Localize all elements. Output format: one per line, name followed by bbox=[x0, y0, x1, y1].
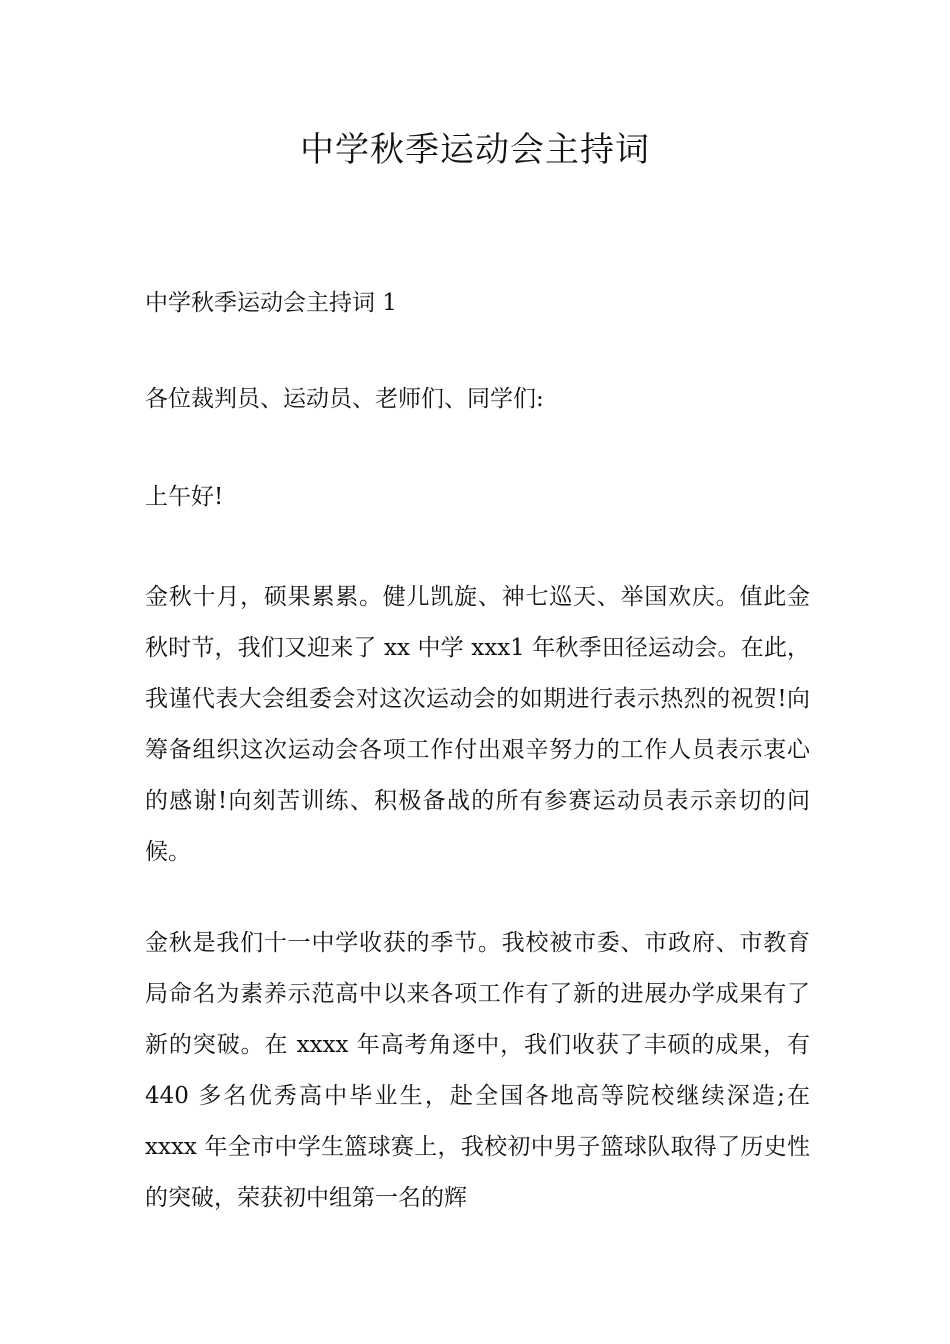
body-paragraph-1: 金秋十月，硕果累累。健儿凯旋、神七巡天、举国欢庆。值此金秋时节，我们又迎来了 xx 中学 xxx1 年秋季田径运动会。在此，我谨代表大会组委会对这次运动会的如期进行表示热烈的祝贺!向筹备组织这次运动会各项工作付出艰辛努力的工作人员表示衷心的感谢!向刻苦训练、积极备战的所有参赛运动员表示亲切的问候。 bbox=[145, 584, 810, 865]
document-title: 中学秋季运动会主持词 bbox=[300, 130, 650, 170]
salutation-paragraph: 各位裁判员、运动员、老师们、同学们: bbox=[145, 386, 544, 412]
body-paragraph-2: 金秋是我们十一中学收获的季节。我校被市委、市政府、市教育局命名为素养示范高中以来各项工作有了新的进展办学成果有了新的突破。在 xxxx 年高考角逐中，我们收获了丰硕的成果，有 440 多名优秀高中毕业生，赴全国各地高等院校继续深造;在 xxxx 年全市中学生篮球赛上，我校初中男子篮球队取得了历史性的突破，荣获初中组第一名的辉 bbox=[145, 930, 810, 1211]
greeting-paragraph: 上午好! bbox=[145, 484, 224, 510]
section-heading: 中学秋季运动会主持词 1 bbox=[145, 290, 397, 316]
